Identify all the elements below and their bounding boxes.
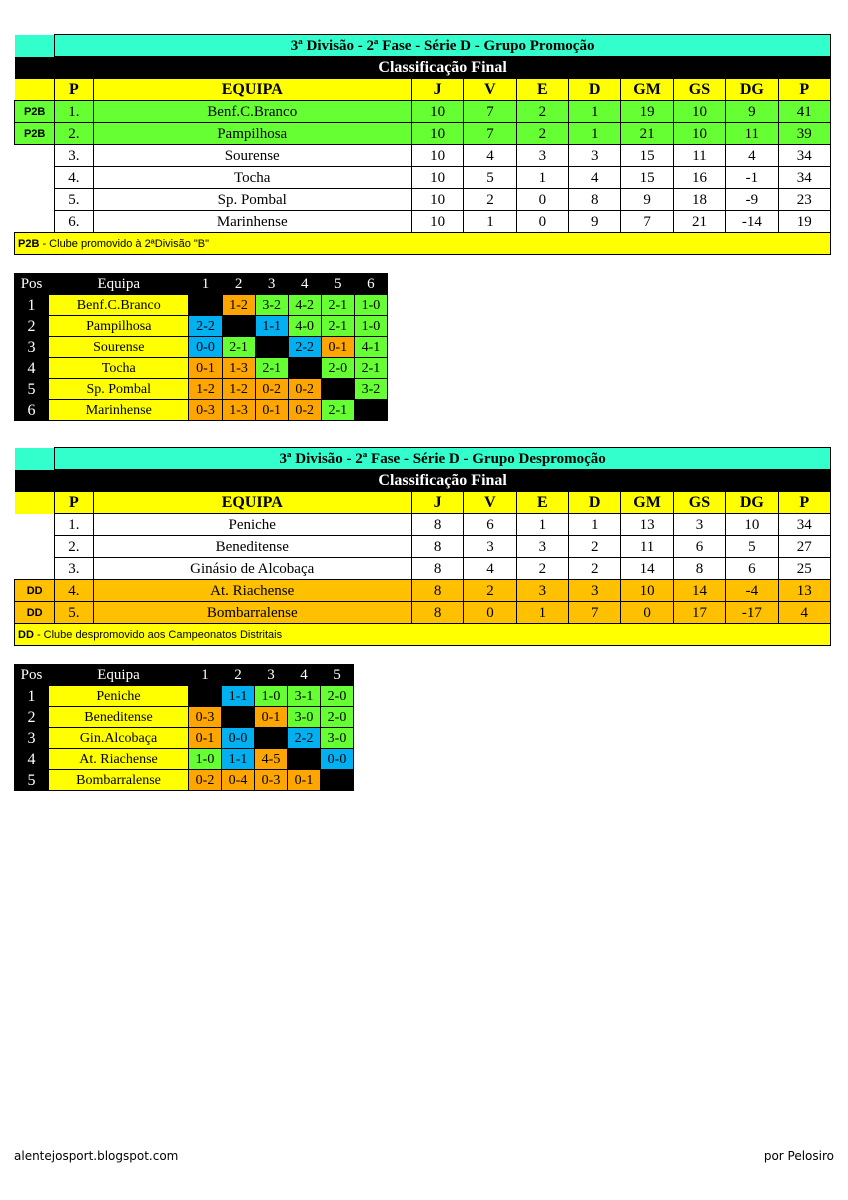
spacer [15,35,55,57]
match-result: 2-1 [255,358,288,379]
match-result: 1-1 [222,686,255,707]
team-name: Benf.C.Branco [93,101,411,123]
draws: 0 [516,211,568,233]
match-result: 1-3 [222,400,255,421]
match-result: 0-0 [222,728,255,749]
matrix-position: 6 [15,400,49,421]
table-title: 3ª Divisão - 2ª Fase - Série D - Grupo Despromoção [55,448,831,470]
table-subtitle: Classificação Final [55,470,831,492]
col-header: D [569,79,621,101]
match-result: 0-3 [189,400,222,421]
matrix-team-name: Bombarralense [49,770,189,791]
empty-cell [288,358,321,379]
played: 10 [411,145,463,167]
matrix-row [15,770,354,791]
played: 8 [411,536,463,558]
losses: 3 [569,145,621,167]
spacer [15,470,55,492]
table-row [15,558,831,580]
opponent-header: 4 [288,665,321,686]
status-badge: DD [15,602,55,624]
goal-diff: -17 [726,602,778,624]
points: 4 [778,602,830,624]
matrix-row [15,728,354,749]
goal-diff: 11 [726,123,778,145]
goals-against: 11 [673,145,725,167]
col-header: EQUIPA [93,79,411,101]
match-result: 1-2 [222,295,255,316]
points: 41 [778,101,830,123]
goals-for: 14 [621,558,673,580]
matrix-team-name: Benf.C.Branco [49,295,189,316]
matrix-row [15,379,388,400]
wins: 2 [464,189,516,211]
match-result: 4-5 [255,749,288,770]
matrix-row [15,686,354,707]
legend-code: P2B [18,237,40,250]
empty-cell [255,728,288,749]
matrix-team-name: Pampilhosa [49,316,189,337]
team-name: Peniche [93,514,411,536]
matrix-position: 4 [15,749,49,770]
goal-diff: -9 [726,189,778,211]
goals-for: 15 [621,145,673,167]
matrix-position: 2 [15,316,49,337]
points: 19 [778,211,830,233]
losses: 9 [569,211,621,233]
matrix-position: 5 [15,379,49,400]
matrix-row [15,707,354,728]
table-row [15,145,831,167]
points: 34 [778,167,830,189]
match-result: 2-1 [222,337,255,358]
match-result: 0-3 [255,770,288,791]
match-result: 1-0 [354,295,387,316]
draws: 3 [516,145,568,167]
matrix-team-name: At. Riachense [49,749,189,770]
played: 8 [411,558,463,580]
match-result: 3-1 [288,686,321,707]
goal-diff: 5 [726,536,778,558]
match-result: 1-2 [222,379,255,400]
col-header: GM [621,79,673,101]
points: 34 [778,514,830,536]
col-header: E [516,492,568,514]
match-result: 3-2 [354,379,387,400]
match-result: 1-1 [222,749,255,770]
position: 5. [55,602,93,624]
team-name: Marinhense [93,211,411,233]
match-result: 3-0 [321,728,354,749]
matrix-team-name: Beneditense [49,707,189,728]
match-result: 1-2 [189,379,222,400]
losses: 3 [569,580,621,602]
losses: 1 [569,514,621,536]
match-result: 2-2 [288,337,321,358]
opponent-header: 1 [189,274,222,295]
matrix-position: 1 [15,295,49,316]
match-result: 1-0 [255,686,288,707]
goals-for: 19 [621,101,673,123]
matrix-team-name: Sp. Pombal [49,379,189,400]
draws: 2 [516,123,568,145]
pos-header: Pos [15,274,49,295]
col-header: E [516,79,568,101]
match-result: 2-1 [321,316,354,337]
team-header: Equipa [49,274,189,295]
matrix-position: 1 [15,686,49,707]
draws: 1 [516,602,568,624]
played: 10 [411,211,463,233]
match-result: 4-1 [354,337,387,358]
matrix-row [15,337,388,358]
goals-against: 16 [673,167,725,189]
match-result: 0-1 [189,728,222,749]
spacer [15,448,55,470]
match-result: 0-2 [255,379,288,400]
match-result: 2-0 [321,358,354,379]
wins: 2 [464,580,516,602]
goals-against: 6 [673,536,725,558]
draws: 1 [516,167,568,189]
col-header: GS [673,492,725,514]
status-badge: P2B [15,101,55,123]
match-result: 0-1 [288,770,321,791]
table-row [15,211,831,233]
losses: 1 [569,123,621,145]
wins: 3 [464,536,516,558]
col-header: V [464,79,516,101]
position: 5. [55,189,93,211]
status-badge: DD [15,580,55,602]
spacer [15,79,55,101]
losses: 2 [569,558,621,580]
matrix-position: 3 [15,728,49,749]
goals-for: 9 [621,189,673,211]
col-header: D [569,492,621,514]
matrix-team-name: Marinhense [49,400,189,421]
goal-diff: -1 [726,167,778,189]
goals-against: 10 [673,123,725,145]
draws: 2 [516,558,568,580]
team-name: Sp. Pombal [93,189,411,211]
goal-diff: -14 [726,211,778,233]
empty-cell [222,316,255,337]
goal-diff: 6 [726,558,778,580]
empty-cell [321,379,354,400]
spacer [15,514,55,536]
goal-diff: -4 [726,580,778,602]
opponent-header: 2 [222,665,255,686]
match-result: 0-4 [222,770,255,791]
promotion-results-matrix [14,273,388,421]
position: 4. [55,580,93,602]
spacer [15,558,55,580]
match-result: 2-1 [321,400,354,421]
wins: 1 [464,211,516,233]
spacer [15,167,55,189]
matrix-row [15,316,388,337]
empty-cell [321,770,354,791]
goals-for: 10 [621,580,673,602]
table-row [15,123,831,145]
promotion-standings-table [14,34,831,255]
opponent-header: 4 [288,274,321,295]
matrix-row [15,358,388,379]
points: 34 [778,145,830,167]
team-name: Ginásio de Alcobaça [93,558,411,580]
match-result: 0-1 [255,400,288,421]
col-header: V [464,492,516,514]
col-header: P [55,79,93,101]
goals-for: 7 [621,211,673,233]
match-result: 0-2 [288,400,321,421]
goal-diff: 10 [726,514,778,536]
table-row [15,514,831,536]
opponent-header: 6 [354,274,387,295]
table-row [15,602,831,624]
draws: 2 [516,101,568,123]
wins: 7 [464,123,516,145]
opponent-header: 2 [222,274,255,295]
wins: 6 [464,514,516,536]
match-result: 2-0 [321,707,354,728]
played: 10 [411,167,463,189]
match-result: 0-3 [189,707,222,728]
matrix-team-name: Peniche [49,686,189,707]
position: 2. [55,123,93,145]
col-header: GS [673,79,725,101]
team-name: At. Riachense [93,580,411,602]
draws: 3 [516,536,568,558]
spacer [15,536,55,558]
matrix-position: 2 [15,707,49,728]
match-result: 2-0 [321,686,354,707]
match-result: 3-0 [288,707,321,728]
points: 23 [778,189,830,211]
goals-for: 13 [621,514,673,536]
match-result: 2-1 [321,295,354,316]
position: 1. [55,101,93,123]
match-result: 0-1 [189,358,222,379]
wins: 0 [464,602,516,624]
table-row [15,167,831,189]
match-result: 1-1 [255,316,288,337]
match-result: 4-0 [288,316,321,337]
goals-against: 8 [673,558,725,580]
col-header: DG [726,492,778,514]
matrix-row [15,400,388,421]
match-result: 0-1 [255,707,288,728]
table-subtitle: Classificação Final [55,57,831,79]
match-result: 0-1 [321,337,354,358]
matrix-position: 5 [15,770,49,791]
wins: 4 [464,145,516,167]
empty-cell [189,686,222,707]
goals-for: 11 [621,536,673,558]
points: 39 [778,123,830,145]
goals-against: 21 [673,211,725,233]
col-header: J [411,79,463,101]
opponent-header: 1 [189,665,222,686]
match-result: 0-2 [288,379,321,400]
points: 13 [778,580,830,602]
empty-cell [288,749,321,770]
col-header: P [55,492,93,514]
matrix-row [15,749,354,770]
wins: 4 [464,558,516,580]
losses: 2 [569,536,621,558]
match-result: 3-2 [255,295,288,316]
status-badge: P2B [15,123,55,145]
pos-header: Pos [15,665,49,686]
losses: 8 [569,189,621,211]
goals-against: 17 [673,602,725,624]
losses: 7 [569,602,621,624]
played: 10 [411,123,463,145]
goals-for: 0 [621,602,673,624]
goal-diff: 4 [726,145,778,167]
legend-note [15,624,831,646]
played: 10 [411,101,463,123]
matrix-position: 3 [15,337,49,358]
wins: 7 [464,101,516,123]
goals-for: 15 [621,167,673,189]
team-name: Tocha [93,167,411,189]
draws: 0 [516,189,568,211]
team-name: Beneditense [93,536,411,558]
points: 25 [778,558,830,580]
legend-code: DD [18,628,34,641]
legend-text: - Clube promovido à 2ªDivisão "B" [39,237,210,250]
table-row [15,101,831,123]
table-row [15,580,831,602]
position: 3. [55,145,93,167]
team-name: Bombarralense [93,602,411,624]
points: 27 [778,536,830,558]
team-header: Equipa [49,665,189,686]
losses: 1 [569,101,621,123]
matrix-team-name: Tocha [49,358,189,379]
played: 8 [411,602,463,624]
match-result: 0-2 [189,770,222,791]
played: 8 [411,580,463,602]
opponent-header: 3 [255,274,288,295]
spacer [15,145,55,167]
losses: 4 [569,167,621,189]
col-header: P [778,492,830,514]
col-header: GM [621,492,673,514]
draws: 3 [516,580,568,602]
played: 10 [411,189,463,211]
empty-cell [255,337,288,358]
relegation-standings-table [14,447,831,646]
match-result: 4-2 [288,295,321,316]
relegation-results-matrix [14,664,354,791]
goals-for: 21 [621,123,673,145]
position: 1. [55,514,93,536]
position: 6. [55,211,93,233]
table-title: 3ª Divisão - 2ª Fase - Série D - Grupo Promoção [55,35,831,57]
footer-site: alentejosport.blogspot.com [14,1149,179,1163]
match-result: 0-0 [189,337,222,358]
match-result: 1-3 [222,358,255,379]
table-row [15,536,831,558]
matrix-row [15,295,388,316]
opponent-header: 5 [321,274,354,295]
empty-cell [222,707,255,728]
matrix-team-name: Gin.Alcobaça [49,728,189,749]
goal-diff: 9 [726,101,778,123]
match-result: 2-2 [288,728,321,749]
goals-against: 10 [673,101,725,123]
legend-text: - Clube despromovido aos Campeonatos Distritais [33,628,283,641]
table-row [15,189,831,211]
legend-note [15,233,831,255]
team-name: Pampilhosa [93,123,411,145]
col-header: DG [726,79,778,101]
match-result: 0-0 [321,749,354,770]
goals-against: 18 [673,189,725,211]
position: 4. [55,167,93,189]
match-result: 2-1 [354,358,387,379]
empty-cell [354,400,387,421]
spacer [15,492,55,514]
team-name: Sourense [93,145,411,167]
wins: 5 [464,167,516,189]
draws: 1 [516,514,568,536]
match-result: 2-2 [189,316,222,337]
goals-against: 3 [673,514,725,536]
spacer [15,211,55,233]
opponent-header: 5 [321,665,354,686]
matrix-team-name: Sourense [49,337,189,358]
spacer [15,189,55,211]
col-header: P [778,79,830,101]
goals-against: 14 [673,580,725,602]
footer-author: por Pelosiro [763,1149,834,1163]
matrix-position: 4 [15,358,49,379]
opponent-header: 3 [255,665,288,686]
played: 8 [411,514,463,536]
col-header: EQUIPA [93,492,411,514]
match-result: 1-0 [354,316,387,337]
position: 2. [55,536,93,558]
position: 3. [55,558,93,580]
empty-cell [189,295,222,316]
match-result: 1-0 [189,749,222,770]
col-header: J [411,492,463,514]
spacer [15,57,55,79]
